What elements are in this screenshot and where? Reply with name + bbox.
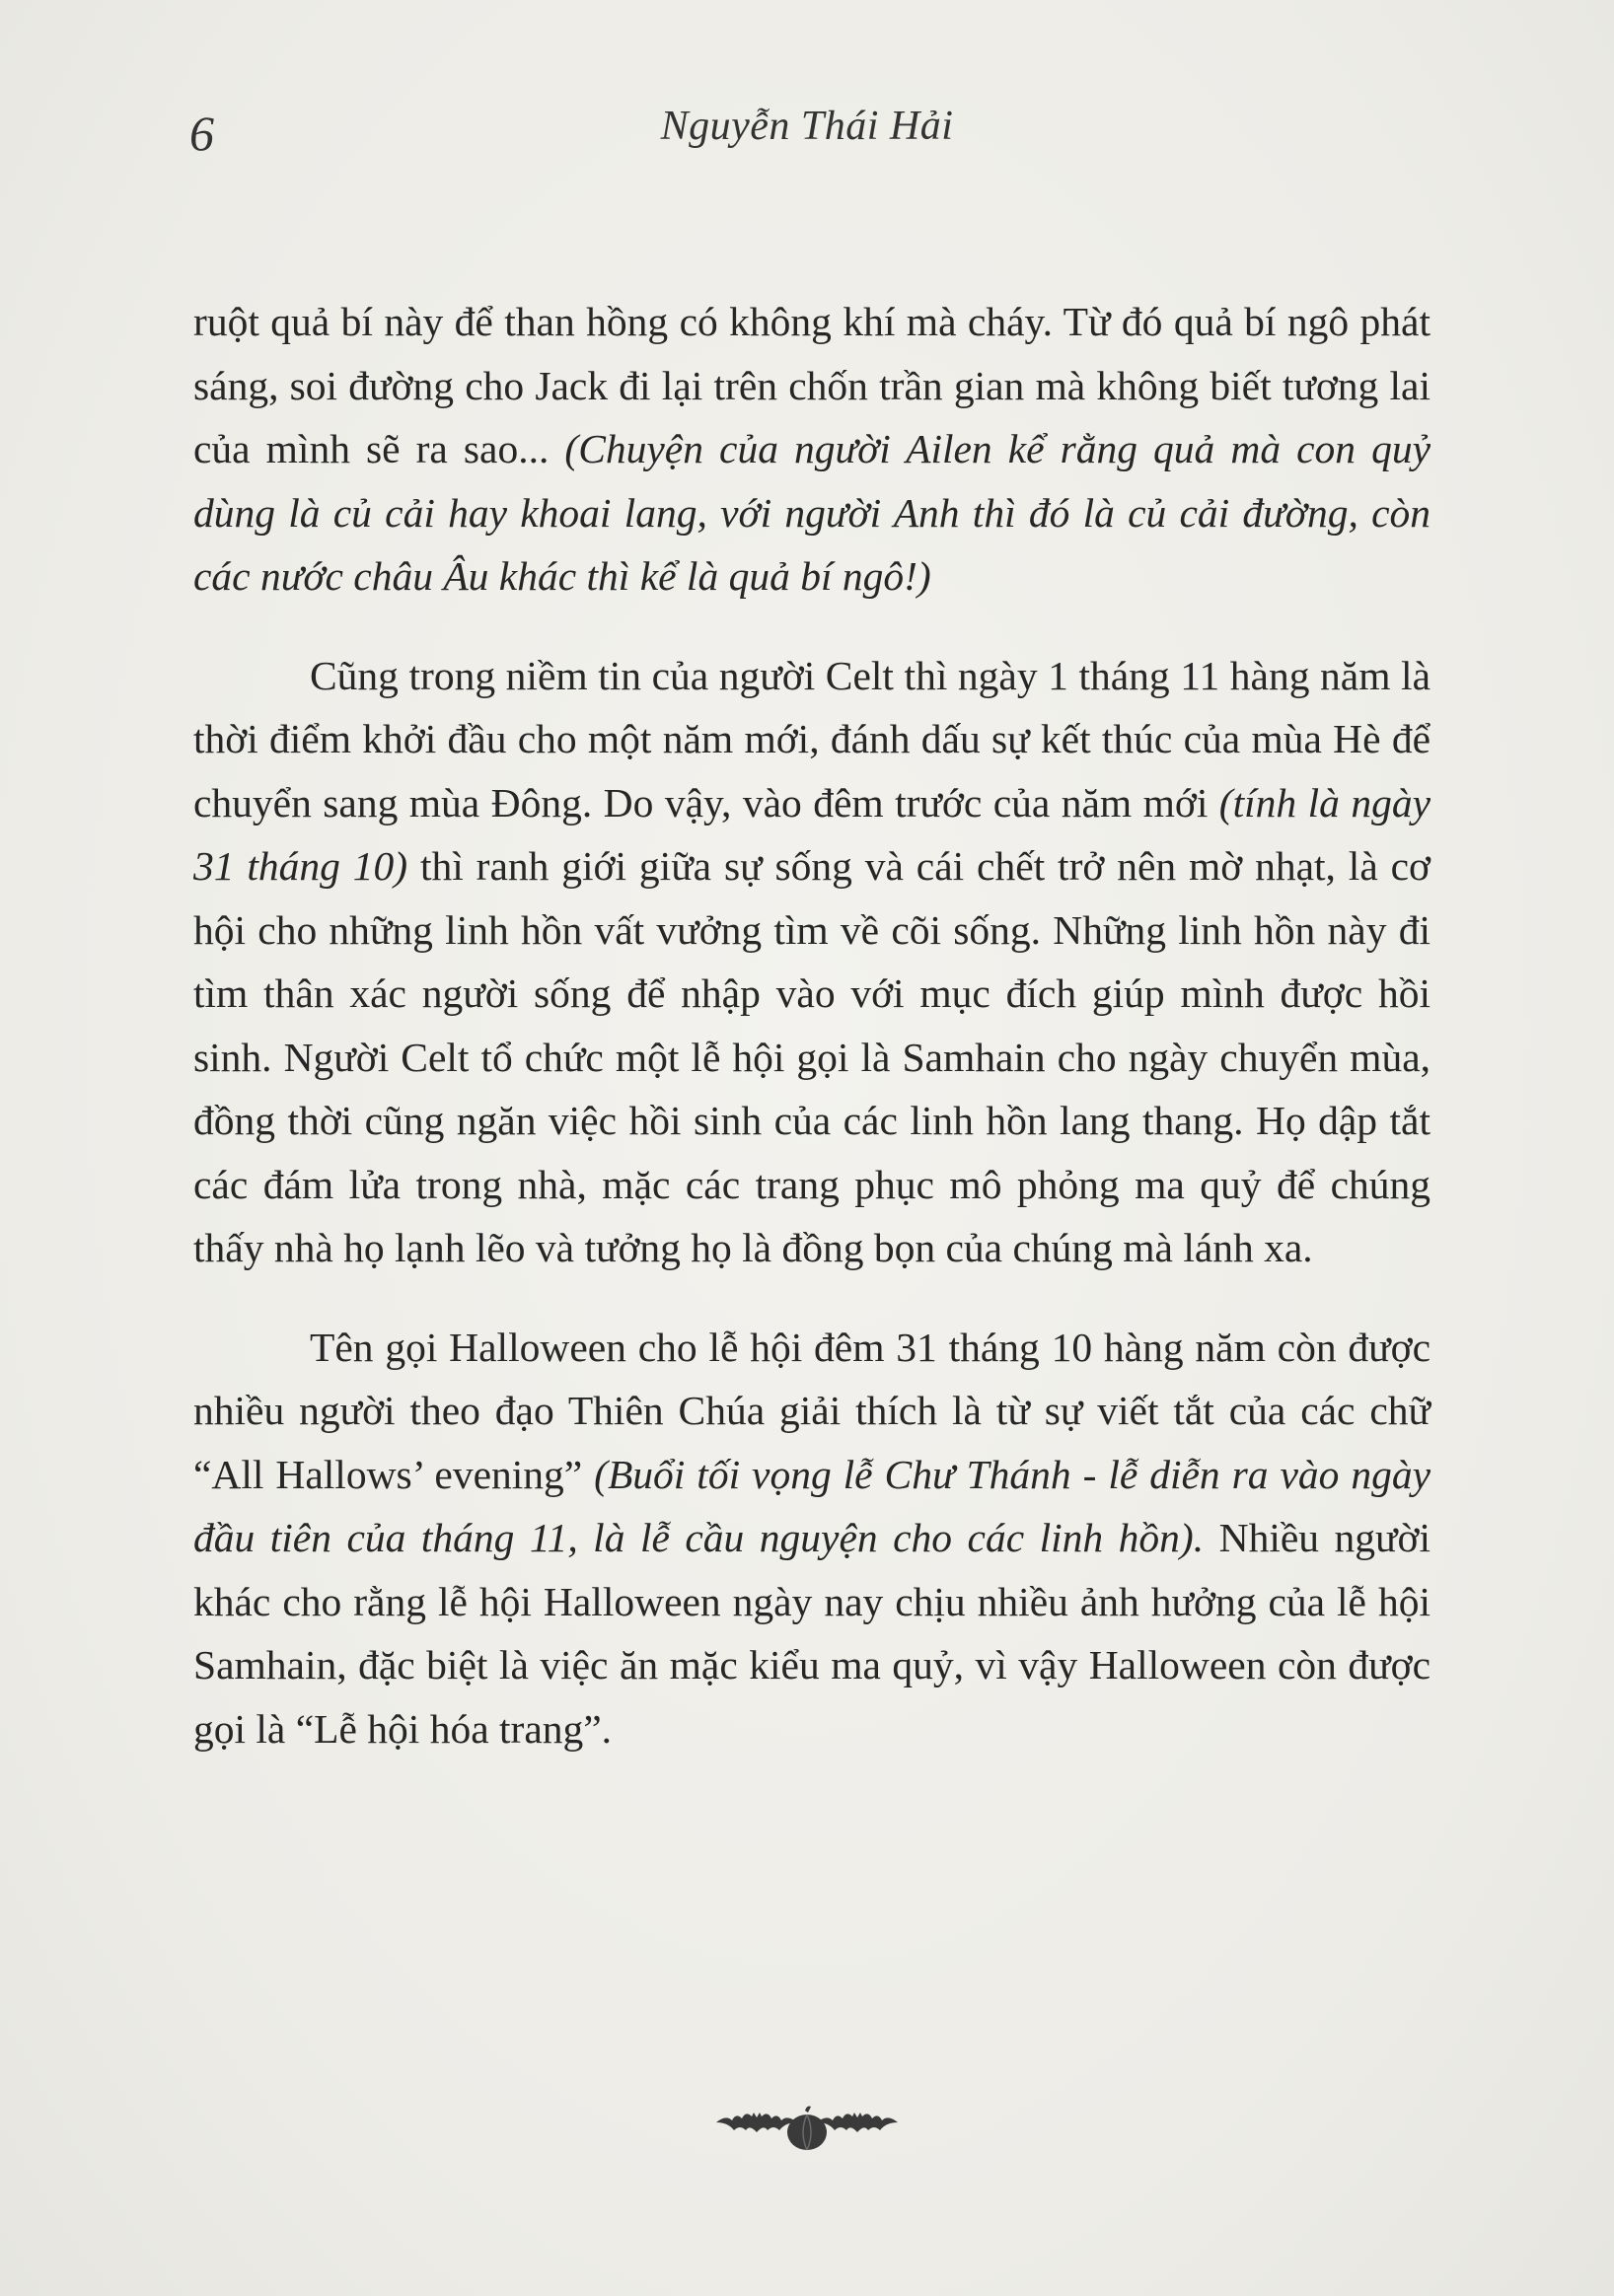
paragraph-3 — [193, 1316, 1431, 1761]
text-segment: thì ranh giới giữa sự sống và cái chết trở nên mờ nhạt, là cơ hội cho những linh hồn vất vưởng tìm về cõi sống. Những linh hồn này đi tìm thân xác người sống để nhập vào với mục đích giúp mình được hồi sinh. Người Celt tổ chức một lễ hội gọi là Samhain cho ngày chuyển mùa, đồng thời cũng ngăn việc hồi sinh của các linh hồn lang thang. Họ dập tắt các đám lửa trong nhà, mặc các trang phục mô phỏng ma quỷ để chúng thấy nhà họ lạnh lẽo và tưởng họ là đồng bọn của chúng mà lánh xa. — [193, 843, 1431, 1270]
text-segment: Cũng trong niềm tin của người Celt thì ngày 1 tháng 11 hàng năm là thời điểm khởi đầu cho một năm mới, đánh dấu sự kết thúc của mùa Hè để chuyển sang mùa Đông. Do vậy, vào đêm trước của năm mới — [193, 652, 1431, 825]
author-name: Nguyễn Thái Hải — [660, 104, 954, 149]
paragraph-1 — [193, 290, 1431, 609]
pumpkin-icon — [787, 2107, 827, 2151]
bat-icon — [716, 2113, 797, 2132]
italic-note: (tính là ngày 31 tháng 10) — [193, 779, 1431, 889]
bat-icon — [817, 2113, 898, 2132]
running-head — [0, 99, 1614, 161]
italic-note: (Chuyện của người Ailen kể rằng quả mà con quỷ dùng là củ cải hay khoai lang, với người Anh thì đó là củ cải đường, còn các nước châu Âu khác thì kể là quả bí ngô!) — [193, 426, 1431, 599]
italic-note: (Buổi tối vọng lễ Chư Thánh - lễ diễn ra vào ngày đầu tiên của tháng 11, là lễ cầu nguyện cho các linh hồn). — [193, 1451, 1431, 1560]
text-segment: ruột quả bí này để than hồng có không khí mà cháy. Từ đó quả bí ngô phát sáng, soi đường cho Jack đi lại trên chốn trần gian mà không biết tương lai của mình sẽ ra sao... — [193, 299, 1431, 471]
halloween-ornament — [708, 2101, 906, 2156]
text-segment: Tên gọi Halloween cho lễ hội đêm 31 tháng 10 hàng năm còn được nhiều người theo đạo Thiên Chúa giải thích là từ sự viết tắt của các chữ “All Hallows’ evening” — [193, 1324, 1431, 1497]
paragraph-2 — [193, 644, 1431, 1280]
page-number: 6 — [189, 106, 214, 161]
text-segment: Nhiều người khác cho rằng lễ hội Halloween ngày nay chịu nhiều ảnh hưởng của lễ hội Samhain, đặc biệt là việc ăn mặc kiểu ma quỷ, vì vậy Halloween còn được gọi là “Lễ hội hóa trang”. — [193, 1515, 1431, 1752]
body-text — [193, 290, 1431, 1796]
